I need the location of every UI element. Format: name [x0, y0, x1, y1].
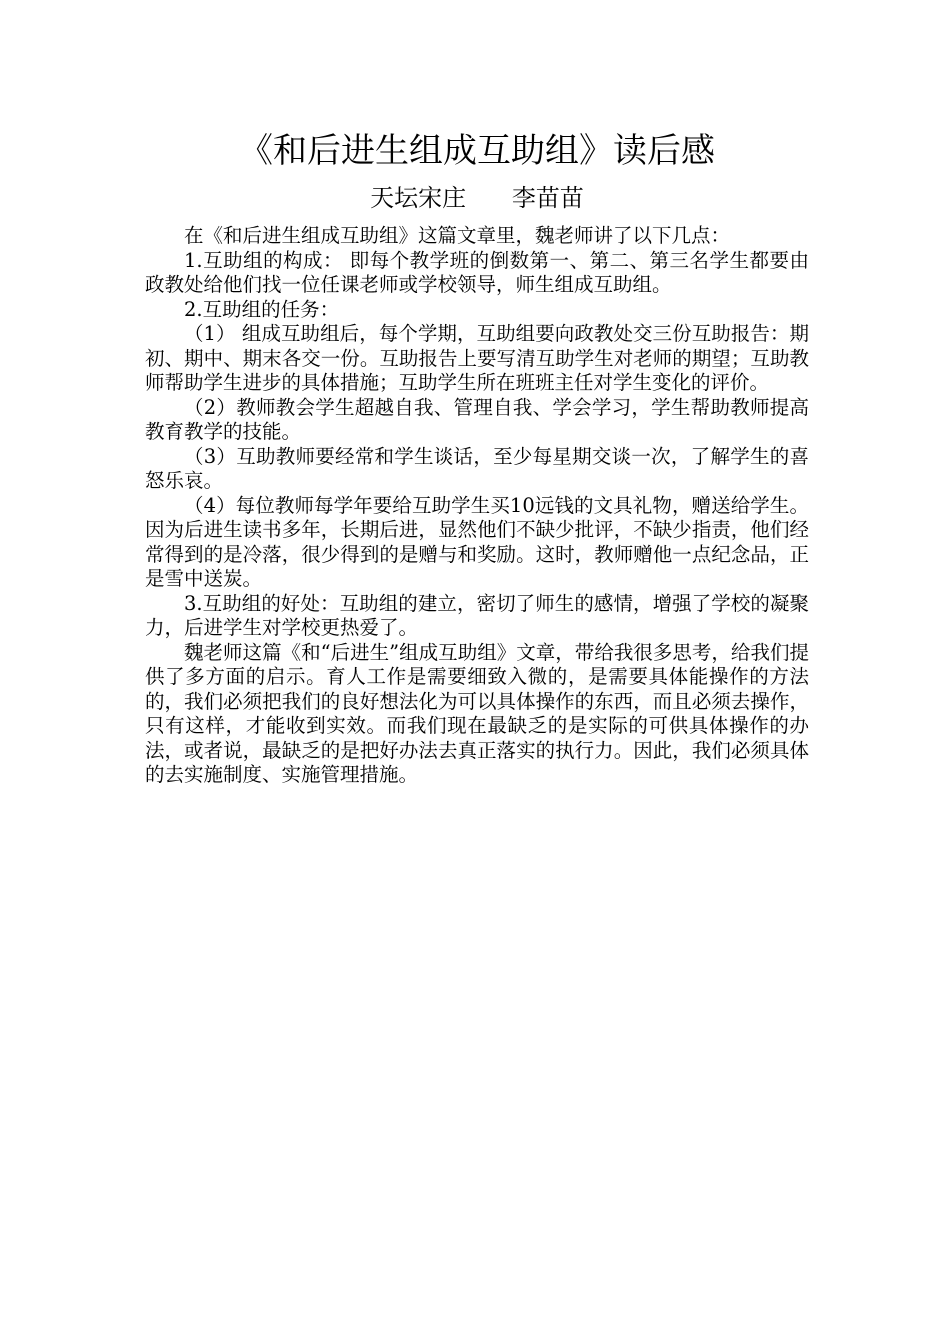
- document-title: 《和后进生组成互助组》读后感: [239, 131, 715, 171]
- paragraph-task-1: （1） 组成互助组后，每个学期，互助组要向政教处交三份互助报告：期初、期中、期末各交一份。互助报告上要写清互助学生对老师的期望；互助教师帮助学生进步的具体措施；互助学生所在班班主任对学生变化的评价。: [145, 322, 809, 394]
- paragraph-intro: 在《和后进生组成互助组》这篇文章里，魏老师讲了以下几点：: [184, 224, 731, 247]
- paragraph-task-3: （3）互助教师要经常和学生谈话，至少每星期交谈一次，了解学生的喜怒乐哀。: [145, 444, 809, 492]
- paragraph-task-2: （2）教师教会学生超越自我、管理自我、学会学习，学生帮助教师提高教育教学的技能。: [145, 395, 809, 443]
- paragraph-composition: 1.互助组的构成： 即每个教学班的倒数第一、第二、第三名学生都要由政教处给他们找一位任课老师或学校领导，师生组成互助组。: [145, 248, 809, 296]
- document-body: [145, 224, 809, 788]
- paragraph-benefits: 3.互助组的好处：互助组的建立，密切了师生的感情，增强了学校的凝聚力，后进学生对学校更热爱了。: [145, 591, 809, 639]
- paragraph-tasks-heading: 2.互助组的任务：: [184, 297, 340, 321]
- document-author: 天坛宋庄 李苗苗: [370, 184, 584, 212]
- paragraph-task-4: （4）每位教师每学年要给互助学生买10远钱的文具礼物，赠送给学生。因为后进生读书多年，长期后进，显然他们不缺少批评，不缺少指责，他们经常得到的是冷落，很少得到的是赠与和奖励。这时，教师赠他一点纪念品，正是雪中送炭。: [145, 493, 809, 590]
- paragraph-reflection: 魏老师这篇《和“后进生”组成互助组》文章，带给我很多思考，给我们提供了多方面的启示。育人工作是需要细致入微的，是需要具体能操作的方法的，我们必须把我们的良好想法化为可以具体操作的东西，而且必须去操作，只有这样，才能收到实效。而我们现在最缺乏的是实际的可供具体操作的办法，或者说，最缺乏的是把好办法去真正落实的执行力。因此，我们必须具体的去实施制度、实施管理措施。: [145, 640, 809, 786]
- document-page: [145, 128, 809, 788]
